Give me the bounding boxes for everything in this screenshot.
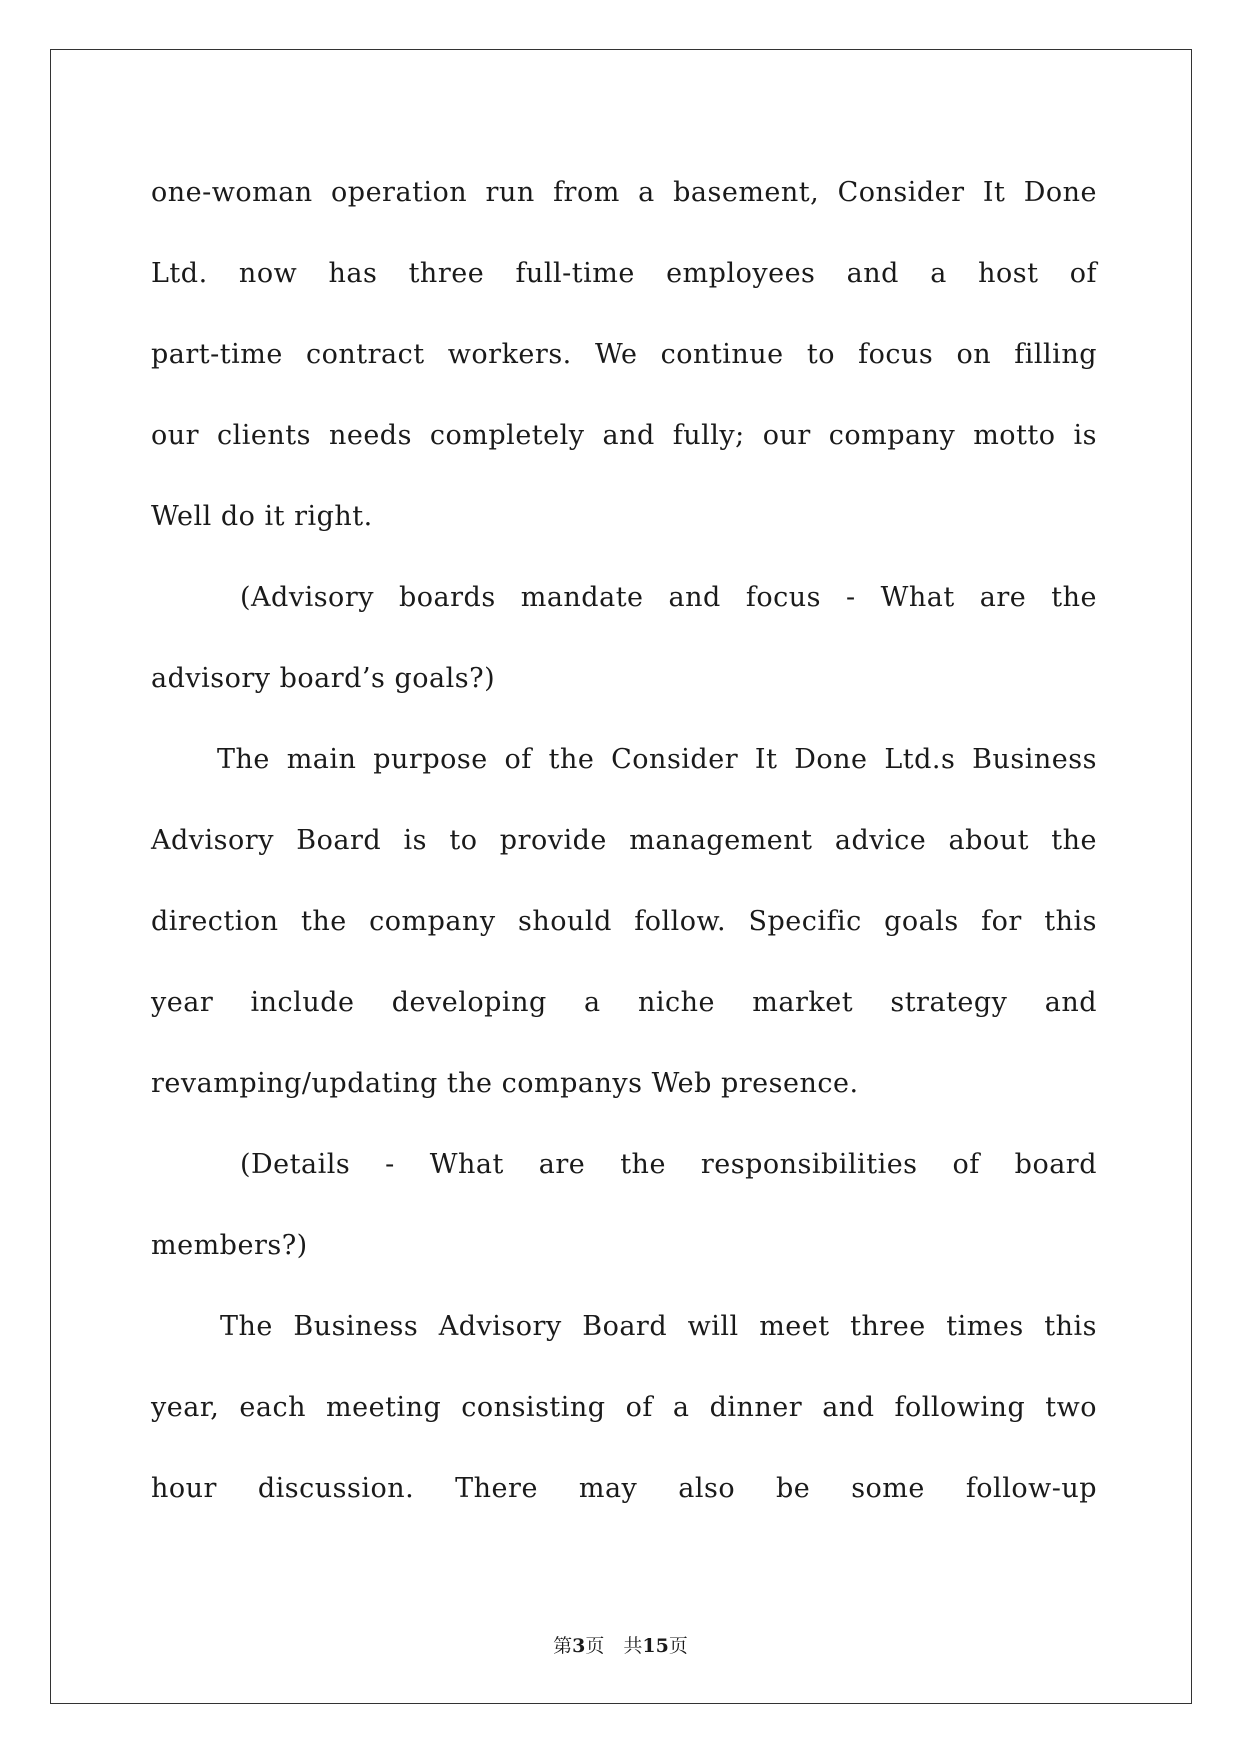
text-line: Well do it right.	[151, 501, 373, 532]
footer-suffix: 页	[668, 1635, 688, 1657]
text-line: year include developing a niche market strategy and	[151, 987, 1097, 1018]
page-number: 3	[572, 1635, 586, 1657]
page-footer	[0, 1634, 1241, 1658]
footer-middle: 页 共	[585, 1635, 643, 1657]
section-question: (Details - What are the responsibilities of board	[240, 1149, 1097, 1180]
section-question: (Advisory boards mandate and focus - What are the	[240, 582, 1097, 613]
text-line: direction the company should follow. Specific goals for this	[151, 906, 1097, 937]
total-pages: 15	[642, 1635, 669, 1657]
text-line: one-woman operation run from a basement, Consider It Done	[151, 177, 1097, 208]
text-line: part-time contract workers. We continue to focus on filling	[151, 339, 1097, 370]
text-line: revamping/updating the companys Web presence.	[151, 1068, 859, 1099]
text-line: The main purpose of the Consider It Done Ltd.s Business	[217, 744, 1097, 775]
text-line: hour discussion. There may also be some follow-up	[151, 1473, 1097, 1504]
section-question: advisory board’s goals?)	[151, 663, 496, 694]
text-line: Advisory Board is to provide management advice about the	[151, 825, 1097, 856]
text-line: year, each meeting consisting of a dinner and following two	[151, 1392, 1097, 1423]
text-line: our clients needs completely and fully; our company motto is	[151, 420, 1097, 451]
page-border	[50, 49, 1192, 1704]
footer-prefix: 第	[553, 1635, 573, 1657]
section-question: members?)	[151, 1230, 308, 1261]
text-line: The Business Advisory Board will meet three times this	[220, 1311, 1097, 1342]
text-line: Ltd. now has three full-time employees and a host of	[151, 258, 1097, 289]
